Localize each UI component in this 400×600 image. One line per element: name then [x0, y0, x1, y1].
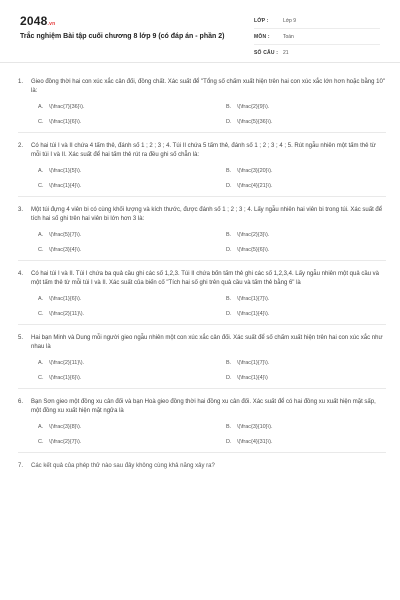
- option-text: \(\frac{1}{7}\).: [237, 296, 270, 302]
- question-body: Các kết quả của phép thử nào sau đây không cùng khả năng xảy ra?: [31, 463, 215, 469]
- option-text: \(\frac{1}{5}\).: [49, 168, 82, 174]
- question-number: 3.: [18, 207, 24, 213]
- option-letter: C.: [38, 375, 44, 381]
- option-a[interactable]: [38, 232, 226, 238]
- question-text: [18, 398, 386, 416]
- meta-key: SỐ CÂU :: [254, 49, 279, 56]
- option-letter: D.: [226, 375, 232, 381]
- option-letter: B.: [226, 360, 232, 366]
- quiz-meta: [254, 13, 380, 60]
- question-text: [18, 462, 386, 471]
- question-body: Có hai túi I và II chứa 4 tấm thẻ, đánh số 1 ; 2 ; 3 ; 4. Túi II chứa 5 tấm thẻ, đánh số 1 ; 2 ; 3 ; 4 ; 5. Rút ngẫu nhiên một tấm thẻ từ mỗi túi I và II. Xác suất để hai tấm thẻ rút ra đều ghi số chẵn là:: [31, 143, 376, 158]
- option-c[interactable]: [38, 247, 226, 253]
- answer-options: [18, 104, 386, 125]
- answer-options: [18, 424, 386, 445]
- question-text: [18, 78, 386, 96]
- question-3: [18, 206, 386, 261]
- question-4: [18, 270, 386, 325]
- question-5: [18, 334, 386, 389]
- option-letter: B.: [226, 232, 232, 238]
- option-a[interactable]: [38, 296, 226, 302]
- answer-options: [18, 296, 386, 317]
- logo-suffix: .vn: [47, 21, 56, 27]
- option-text: \(\frac{1}{4}\).: [237, 311, 270, 317]
- option-letter: D.: [226, 183, 232, 189]
- option-text: \(\frac{7}{36}\).: [49, 104, 85, 110]
- question-number: 5.: [18, 335, 24, 341]
- question-number: 4.: [18, 271, 24, 277]
- option-letter: B.: [226, 168, 232, 174]
- option-text: \(\frac{5}{36}\).: [237, 119, 273, 125]
- option-a[interactable]: [38, 104, 226, 110]
- question-body: Một túi đựng 4 viên bi có cùng khối lượng và kích thước, được đánh số 1 ; 2 ; 3 ; 4. Lấy ngẫu nhiên hai viên bi trong túi. Xác suất để tích hai số ghi trên hai viên bi lớn hơn 3 là:: [31, 207, 383, 222]
- option-c[interactable]: [38, 183, 226, 189]
- option-d[interactable]: [226, 119, 396, 125]
- option-text: \(\frac{2}{3}\).: [237, 232, 270, 238]
- question-text: [18, 206, 386, 224]
- option-d[interactable]: [226, 375, 396, 381]
- option-text: \(\frac{1}{4}\).: [49, 183, 82, 189]
- question-body: Bạn Sơn gieo một đồng xu cân đối và bạn Hoà gieo đồng thời hai đồng xu cân đối. Xác suất để có hai đồng xu xuất hiện mặt sấp, một đồng xu xuất hiện mặt ngửa là: [31, 399, 376, 414]
- question-number: 6.: [18, 399, 24, 405]
- option-letter: C.: [38, 439, 44, 445]
- option-text: \(\frac{2}{9}\).: [237, 104, 270, 110]
- answer-options: [18, 232, 386, 253]
- option-text: \(\frac{1}{4}\): [237, 375, 268, 381]
- option-d[interactable]: [226, 183, 396, 189]
- option-letter: D.: [226, 439, 232, 445]
- option-a[interactable]: [38, 424, 226, 430]
- option-letter: D.: [226, 247, 232, 253]
- answer-options: [18, 360, 386, 381]
- meta-row-subject: [254, 29, 380, 45]
- option-text: \(\frac{3}{4}\).: [49, 247, 82, 253]
- option-b[interactable]: [226, 296, 396, 302]
- meta-key: LỚP :: [254, 17, 269, 24]
- option-text: \(\frac{3}{20}\).: [237, 168, 273, 174]
- option-letter: A.: [38, 424, 44, 430]
- meta-value: 21: [283, 49, 289, 56]
- option-letter: C.: [38, 247, 44, 253]
- option-c[interactable]: [38, 311, 226, 317]
- option-text: \(\frac{4}{21}\).: [237, 183, 273, 189]
- option-b[interactable]: [226, 104, 396, 110]
- option-letter: D.: [226, 311, 232, 317]
- option-c[interactable]: [38, 439, 226, 445]
- question-body: Gieo đồng thời hai con xúc xắc cân đối, đồng chất. Xác suất để "Tổng số chấm xuất hiện trên hai con xúc xắc lớn hơn hoặc bằng 10" là:: [31, 79, 385, 94]
- option-b[interactable]: [226, 232, 396, 238]
- option-c[interactable]: [38, 375, 226, 381]
- option-text: \(\frac{1}{6}\).: [49, 119, 82, 125]
- answer-options: [18, 168, 386, 189]
- page-header: [0, 0, 400, 63]
- option-text: \(\frac{2}{11}\).: [49, 311, 85, 317]
- question-7: [18, 462, 386, 471]
- question-6: [18, 398, 386, 453]
- logo-text: 2048: [20, 14, 48, 28]
- question-1: [18, 78, 386, 133]
- question-number: 7.: [18, 463, 24, 469]
- option-letter: C.: [38, 183, 44, 189]
- option-text: \(\frac{3}{10}\).: [237, 424, 273, 430]
- question-number: 2.: [18, 143, 24, 149]
- option-letter: B.: [226, 296, 232, 302]
- meta-value: Lớp 9: [283, 17, 297, 24]
- option-b[interactable]: [226, 360, 396, 366]
- option-letter: A.: [38, 232, 44, 238]
- option-text: \(\frac{5}{6}\).: [237, 247, 270, 253]
- meta-row-class: [254, 13, 380, 29]
- option-letter: D.: [226, 119, 232, 125]
- option-text: \(\frac{2}{11}\).: [49, 360, 85, 366]
- option-letter: A.: [38, 104, 44, 110]
- question-text: [18, 142, 386, 160]
- question-body: Hai bạn Minh và Dung mỗi người gieo ngẫu nhiên một con xúc xắc cân đối. Xác suất để số chấm xuất hiện trên hai con xúc xắc như nhau là: [31, 335, 383, 350]
- option-letter: B.: [226, 104, 232, 110]
- option-d[interactable]: [226, 247, 396, 253]
- question-text: [18, 270, 386, 288]
- option-letter: A.: [38, 360, 44, 366]
- option-text: \(\frac{4}{31}\).: [237, 439, 273, 445]
- option-b[interactable]: [226, 424, 396, 430]
- option-a[interactable]: [38, 168, 226, 174]
- option-letter: C.: [38, 311, 44, 317]
- option-text: \(\frac{2}{7}\).: [49, 439, 82, 445]
- question-body: Có hai túi I và II. Túi I chứa ba quả cầu ghi các số 1,2,3. Túi II chứa bốn tấm thẻ ghi các số 1,2,3,4. Lấy ngẫu nhiên một quả cầu và một tấm thẻ từ mỗi túi I và II. Xác suất của biến cố "Tích hai số ghi trên quả cầu và tấm thẻ bằng 6" là: [31, 271, 380, 286]
- meta-row-count: [254, 45, 380, 60]
- option-b[interactable]: [226, 168, 396, 174]
- question-text: [18, 334, 386, 352]
- option-text: \(\frac{1}{7}\).: [237, 360, 270, 366]
- option-text: \(\frac{5}{7}\).: [49, 232, 82, 238]
- option-letter: A.: [38, 168, 44, 174]
- site-logo[interactable]: [20, 14, 55, 28]
- option-letter: A.: [38, 296, 44, 302]
- option-c[interactable]: [38, 119, 226, 125]
- meta-value: Toán: [283, 33, 294, 40]
- option-a[interactable]: [38, 360, 226, 366]
- option-letter: C.: [38, 119, 44, 125]
- question-2: [18, 142, 386, 197]
- option-text: \(\frac{1}{6}\).: [49, 296, 82, 302]
- option-text: \(\frac{3}{8}\).: [49, 424, 82, 430]
- option-d[interactable]: [226, 311, 396, 317]
- option-d[interactable]: [226, 439, 396, 445]
- question-number: 1.: [18, 79, 24, 85]
- question-list: [18, 78, 386, 471]
- option-text: \(\frac{1}{6}\).: [49, 375, 82, 381]
- page-title: Trắc nghiệm Bài tập cuối chương 8 lớp 9 (có đáp án - phần 2): [20, 33, 225, 40]
- meta-key: MÔN :: [254, 33, 270, 40]
- option-letter: B.: [226, 424, 232, 430]
